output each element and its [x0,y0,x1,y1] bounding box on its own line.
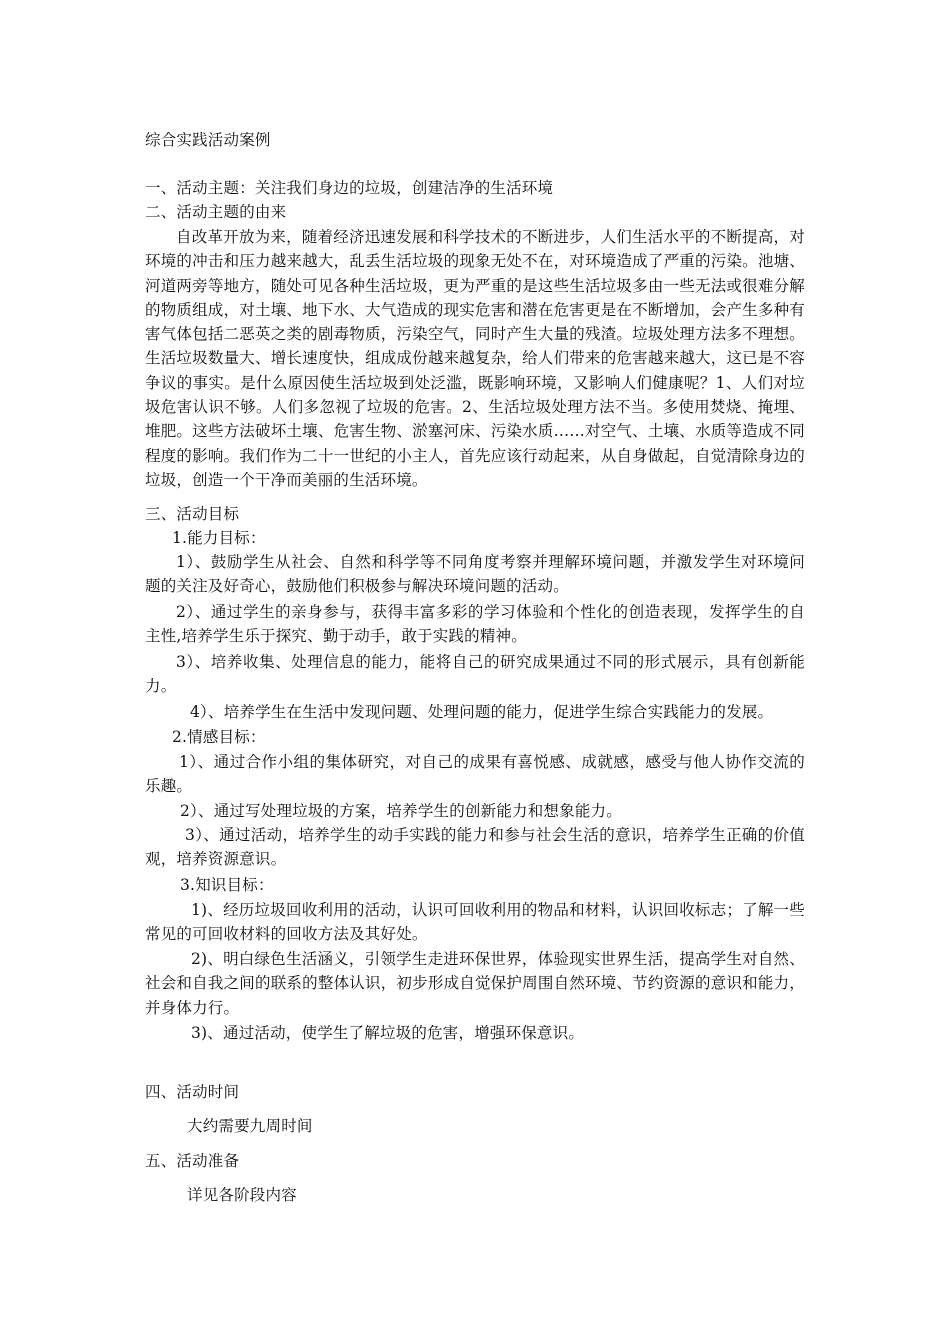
ability-goal-3: 3）、培养收集、处理信息的能力，能将自己的研究成果通过不同的形式展示，具有创新能力。 [145,653,805,696]
section-time-heading: 四、活动时间 [145,1083,240,1101]
section-prep-heading: 五、活动准备 [145,1152,240,1170]
ability-goal-4: 4）、培养学生在生活中发现问题、处理问题的能力，促进学生综合实践能力的发展。 [190,703,774,721]
knowledge-goal-3: 3)、通过活动，使学生了解垃圾的危害，增强环保意识。 [191,1024,585,1042]
knowledge-goal-2: 2)、明白绿色生活涵义，引领学生走进环保世界，体验现实世界生活，提高学生对自然、社会和自我之间的联系的整体认识，初步形成自觉保护周围自然环境、节约资源的意识和能力，并身体力行。 [145,950,805,1017]
knowledge-goals-heading: 3.知识目标： [180,876,274,894]
knowledge-goal-1: 1)、经历垃圾回收利用的活动，认识可回收利用的物品和材料，认识回收标志；了解一些常见的可回收材料的回收方法及其好处。 [145,901,805,944]
emotion-goal-1: 1）、通过合作小组的集体研究，对自己的成果有喜悦感、成就感，感受与他人协作交流的乐趣。 [145,753,805,796]
section-origin-heading: 二、活动主题的由来 [145,203,287,221]
emotion-goal-2: 2）、通过写处理垃圾的方案，培养学生的创新能力和想象能力。 [180,802,622,820]
document-title: 综合实践活动案例 [145,131,271,149]
activity-prep-text: 详见各阶段内容 [187,1186,297,1204]
ability-goal-2: 2）、通过学生的亲身参与，获得丰富多彩的学习体验和个性化的创造表现，发挥学生的自主性,培养学生乐于探究、勤于动手，敢于实践的精神。 [145,603,805,646]
section-theme: 一、活动主题：关注我们身边的垃圾，创建洁净的生活环境 [145,179,554,197]
ability-goal-1: 1）、鼓励学生从社会、自然和科学等不同角度考察并理解环境问题，并激发学生对环境问题的关注及好奇心，鼓励他们积极参与解决环境问题的活动。 [145,553,805,596]
section-goals-heading: 三、活动目标 [145,505,240,523]
emotion-goals-heading: 2.情感目标： [172,728,266,746]
ability-goals-heading: 1.能力目标： [172,529,266,547]
origin-paragraph: 自改革开放为来，随着经济迅速发展和科学技术的不断进步，人们生活水平的不断提高，对环境的冲击和压力越来越大，乱丢生活垃圾的现象无处不在，对环境造成了严重的污染。池塘、河道两旁等地方，随处可见各种生活垃圾，更为严重的是这些生活垃圾多由一些无法或很难分解的物质组成，对土壤、地下水、大气造成的现实危害和潜在危害更是在不断增加，会产生多种有害气体包括二恶英之类的剧毒物质，污染空气，同时产生大量的残渣。垃圾处理方法多不理想。生活垃圾数量大、增长速度快，组成成份越来越复杂，给人们带来的危害越来越大，这已是不容争议的事实。是什么原因使生活垃圾到处泛滥，既影响环境，又影响人们健康呢？1、人们对垃圾危害认识不够。人们多忽视了垃圾的危害。2、生活垃圾处理方法不当。多使用焚烧、掩埋、堆肥。这些方法破坏土壤、危害生物、淤塞河床、污染水质……对空气、土壤、水质等造成不同程度的影响。我们作为二十一世纪的小主人，首先应该行动起来，从自身做起，自觉清除身边的垃圾，创造一个干净而美丽的生活环境。 [145,228,805,489]
activity-time-text: 大约需要九周时间 [187,1117,313,1135]
emotion-goal-3: 3）、通过活动，培养学生的动手实践的能力和参与社会生活的意识，培养学生正确的价值观，培养资源意识。 [145,826,805,869]
